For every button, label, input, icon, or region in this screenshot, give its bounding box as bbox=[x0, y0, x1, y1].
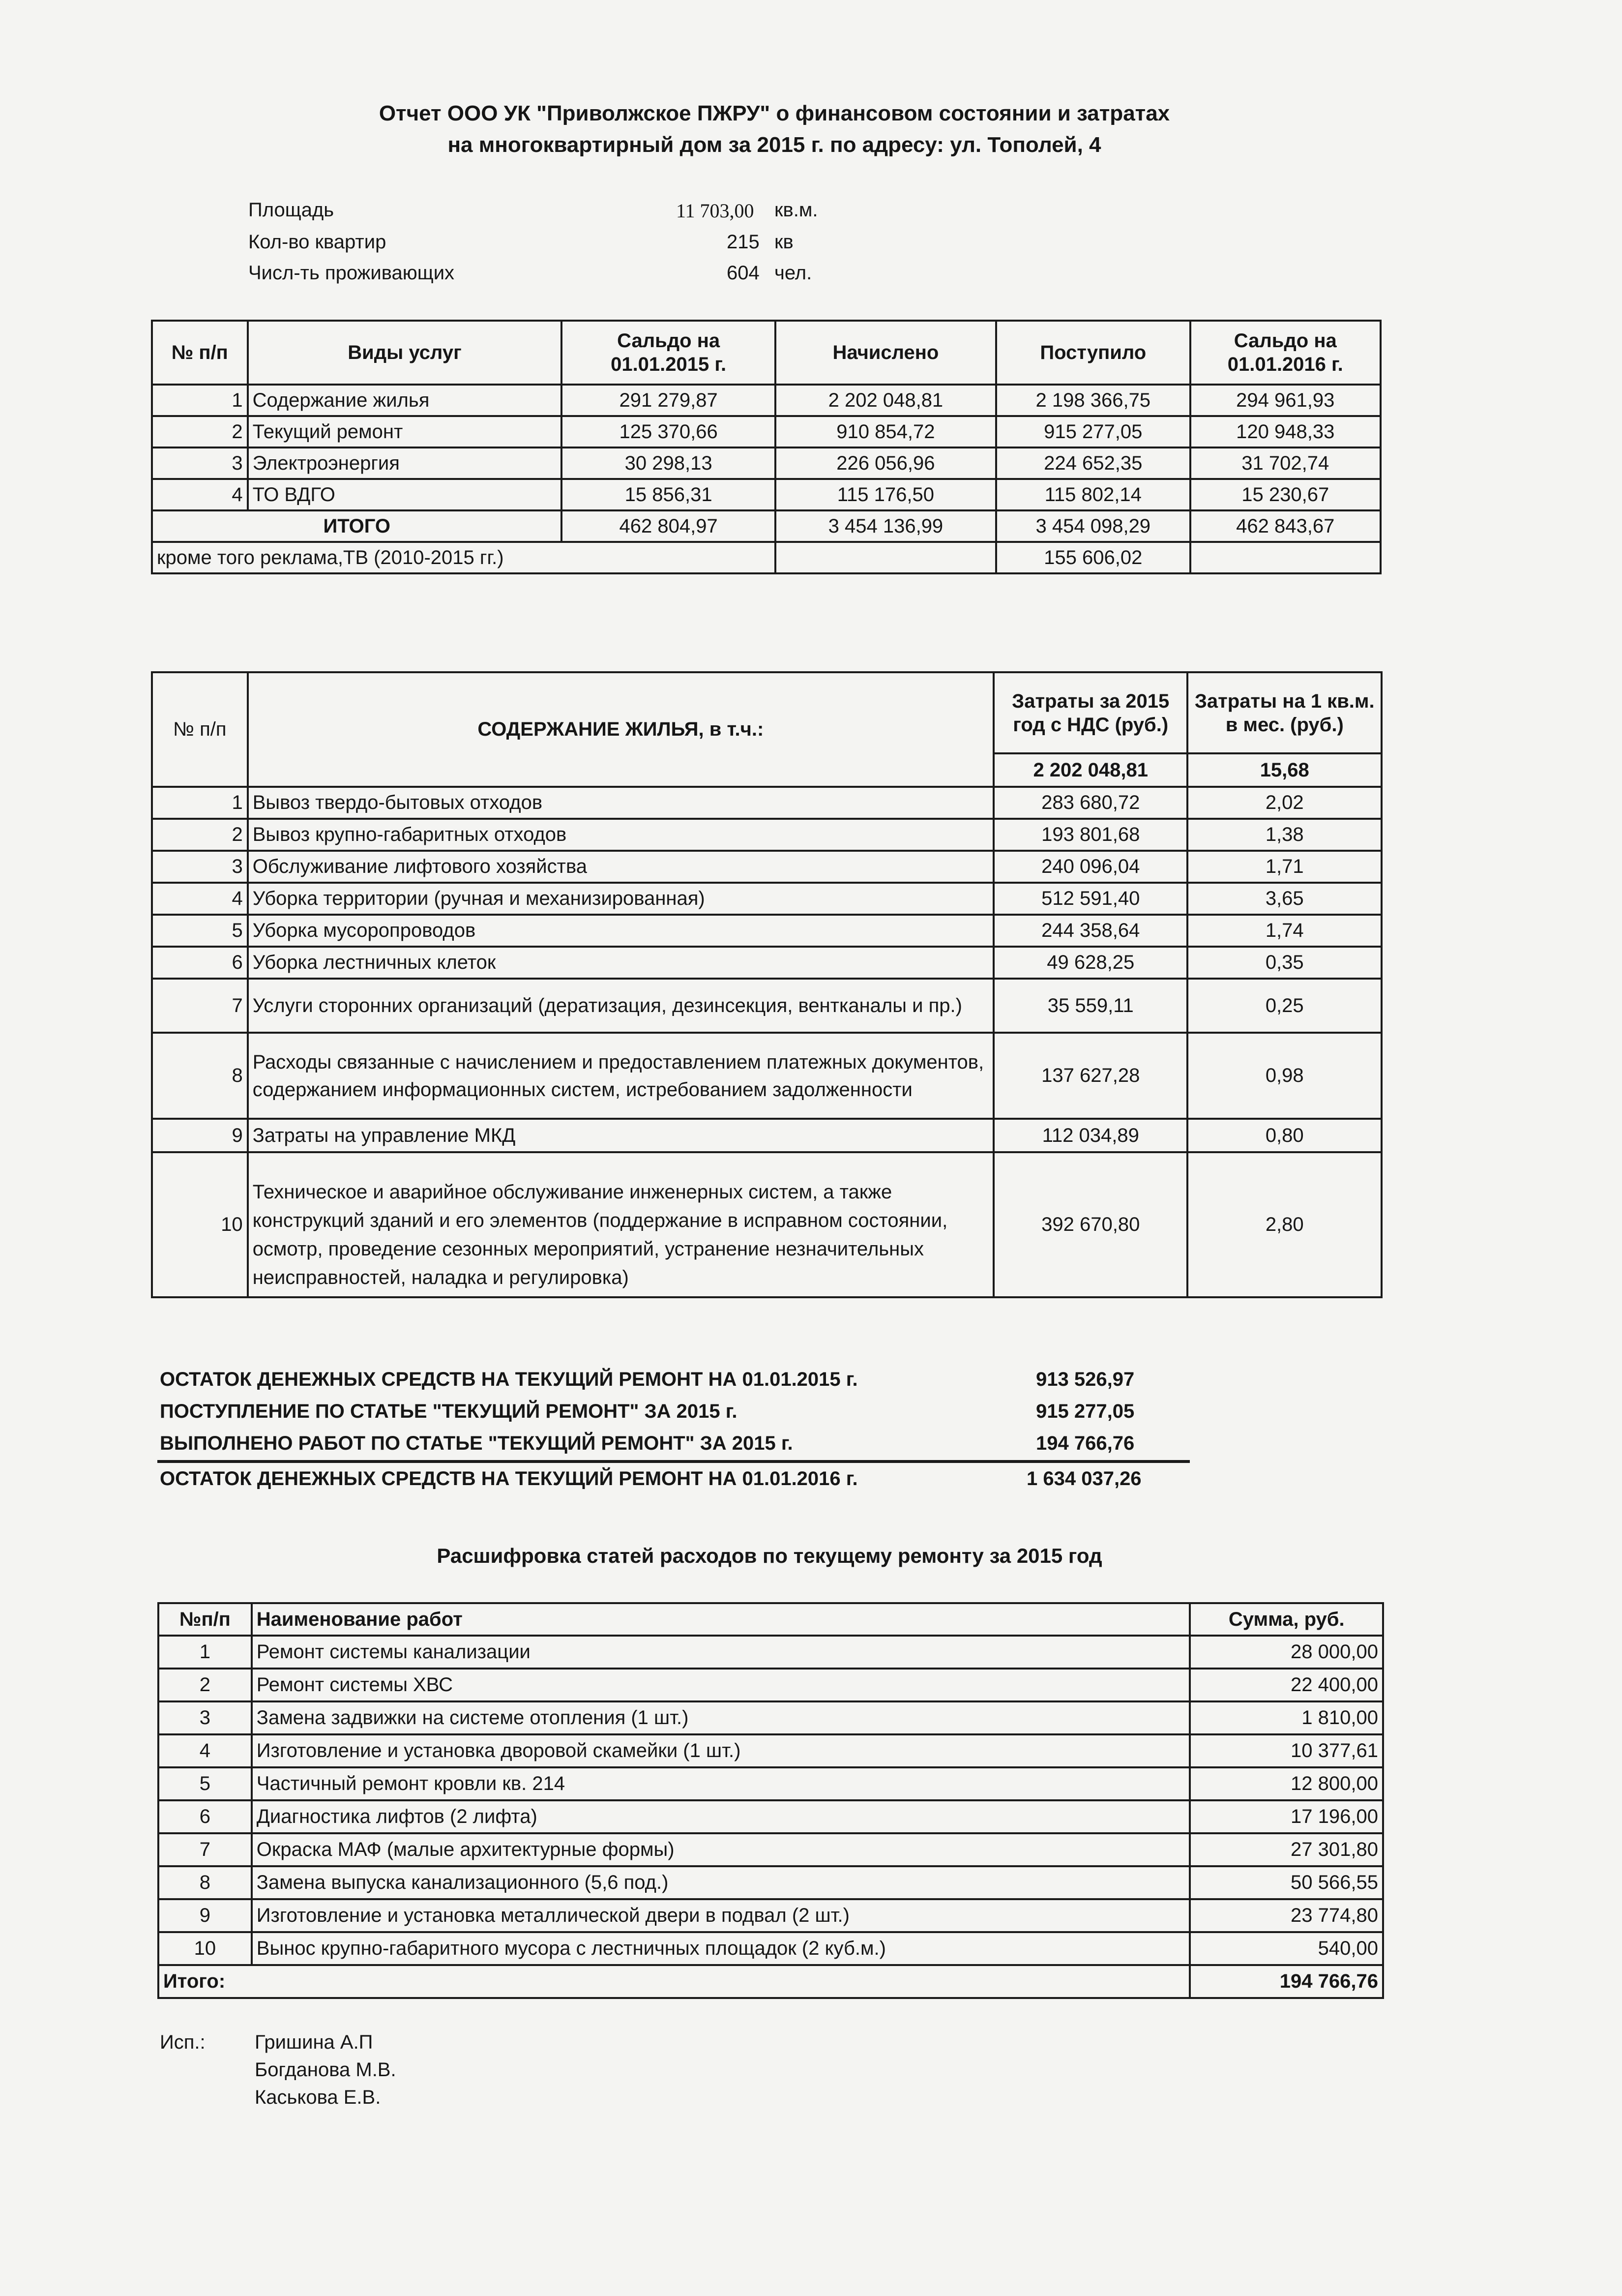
cell-number: 1 bbox=[152, 385, 248, 416]
cell-per-sqm: 1,74 bbox=[1187, 915, 1382, 947]
cell-balance-end: 15 230,67 bbox=[1190, 479, 1381, 510]
table-extra-row bbox=[152, 542, 1381, 573]
cell-number: 5 bbox=[158, 1767, 252, 1800]
cell-item: Услуги сторонних организаций (дератизация, дезинсекция, вентканалы и пр.) bbox=[248, 979, 994, 1033]
summary-value: 915 277,05 bbox=[1036, 1401, 1135, 1422]
table-row bbox=[158, 1932, 1383, 1965]
report-title-line2: на многоквартирный дом за 2015 г. по адресу: ул. Тополей, 4 bbox=[447, 133, 1101, 157]
table-row bbox=[158, 1636, 1383, 1669]
column-header: № п/п bbox=[152, 321, 248, 385]
cell-number: 2 bbox=[152, 819, 248, 851]
column-header: Затраты на 1 кв.м. в мес. (руб.) bbox=[1187, 672, 1382, 753]
table-row bbox=[152, 447, 1381, 479]
cell-number: 2 bbox=[152, 416, 248, 447]
cell-amount: 28 000,00 bbox=[1190, 1636, 1383, 1669]
cell-per-sqm: 0,80 bbox=[1187, 1119, 1382, 1152]
cell-item: Обслуживание лифтового хозяйства bbox=[248, 851, 994, 883]
cell-charged: 226 056,96 bbox=[775, 447, 996, 479]
cell-charged: 910 854,72 bbox=[775, 416, 996, 447]
cell-number: 4 bbox=[158, 1734, 252, 1767]
cell-service: Содержание жилья bbox=[248, 385, 562, 416]
info-residents-label: Числ-ть проживающих bbox=[248, 262, 455, 284]
summary-value: 194 766,76 bbox=[1036, 1432, 1135, 1454]
column-header: №п/п bbox=[158, 1603, 252, 1636]
column-header: Сумма, руб. bbox=[1190, 1603, 1383, 1636]
cell-amount: 10 377,61 bbox=[1190, 1734, 1383, 1767]
column-header: Наименование работ bbox=[252, 1603, 1190, 1636]
cell-balance-end: 120 948,33 bbox=[1190, 416, 1381, 447]
cell-charged: 2 202 048,81 bbox=[775, 385, 996, 416]
cell-total-received: 3 454 098,29 bbox=[996, 510, 1190, 542]
cell-total-per-sqm: 15,68 bbox=[1187, 753, 1382, 787]
table-header-row bbox=[158, 1603, 1383, 1636]
info-area-unit: кв.м. bbox=[774, 199, 818, 221]
table-row bbox=[152, 1152, 1382, 1297]
executors-label: Исп.: bbox=[160, 2031, 206, 2053]
column-header: Поступило bbox=[996, 321, 1190, 385]
table-row bbox=[158, 1800, 1383, 1833]
cell-balance-start: 15 856,31 bbox=[561, 479, 775, 510]
cell-number: 1 bbox=[152, 787, 248, 819]
info-apartments-unit: кв bbox=[774, 231, 794, 253]
cell-cost: 193 801,68 bbox=[994, 819, 1188, 851]
cell-service: Электроэнергия bbox=[248, 447, 562, 479]
cell-per-sqm: 0,98 bbox=[1187, 1033, 1382, 1119]
table-row bbox=[152, 819, 1382, 851]
cell-work: Замена задвижки на системе отопления (1 шт.) bbox=[252, 1701, 1190, 1734]
cell-received: 115 802,14 bbox=[996, 479, 1190, 510]
cell-total-label: Итого: bbox=[158, 1965, 1190, 1998]
cell-total-balance-start: 462 804,97 bbox=[561, 510, 775, 542]
cell-received: 224 652,35 bbox=[996, 447, 1190, 479]
cell-work: Замена выпуска канализационного (5,6 под.) bbox=[252, 1866, 1190, 1899]
info-area-value: 11 703,00 bbox=[676, 200, 754, 222]
column-header: Виды услуг bbox=[248, 321, 562, 385]
report-title-line1: Отчет ООО УК "Приволжское ПЖРУ" о финансовом состоянии и затратах bbox=[379, 101, 1170, 125]
info-apartments-value: 215 bbox=[727, 231, 760, 253]
cell-number: 9 bbox=[152, 1119, 248, 1152]
cell-work: Диагностика лифтов (2 лифта) bbox=[252, 1800, 1190, 1833]
cell-amount: 27 301,80 bbox=[1190, 1833, 1383, 1866]
table-header-row bbox=[152, 321, 1381, 385]
cell-number: 1 bbox=[158, 1636, 252, 1669]
cell-cost: 512 591,40 bbox=[994, 883, 1188, 915]
cell-total-amount: 194 766,76 bbox=[1190, 1965, 1383, 1998]
executor-name: Гришина А.П bbox=[255, 2031, 373, 2053]
table-row bbox=[152, 479, 1381, 510]
cell-number: 3 bbox=[158, 1701, 252, 1734]
table-row bbox=[152, 385, 1381, 416]
cell-item: Вывоз крупно-габаритных отходов bbox=[248, 819, 994, 851]
table-total-row bbox=[152, 510, 1381, 542]
table-header-row bbox=[152, 672, 1382, 753]
cell-number: 8 bbox=[152, 1033, 248, 1119]
info-apartments-label: Кол-во квартир bbox=[248, 231, 386, 253]
table-row bbox=[152, 915, 1382, 947]
cell-service: ТО ВДГО bbox=[248, 479, 562, 510]
cell-cost: 112 034,89 bbox=[994, 1119, 1188, 1152]
cell-extra-value: 155 606,02 bbox=[996, 542, 1190, 573]
cell-per-sqm: 1,38 bbox=[1187, 819, 1382, 851]
services-balance-table bbox=[151, 320, 1382, 574]
cell-empty bbox=[1190, 542, 1381, 573]
summary-divider bbox=[157, 1460, 1190, 1463]
table-total-row bbox=[158, 1965, 1383, 1998]
cell-charged: 115 176,50 bbox=[775, 479, 996, 510]
table-row bbox=[158, 1899, 1383, 1932]
info-area-label: Площадь bbox=[248, 199, 334, 221]
cell-work: Вынос крупно-габаритного мусора с лестничных площадок (2 куб.м.) bbox=[252, 1932, 1190, 1965]
table-row bbox=[158, 1669, 1383, 1701]
cell-total-costs: 2 202 048,81 bbox=[994, 753, 1188, 787]
cell-total-label: ИТОГО bbox=[152, 510, 561, 542]
cell-number: 3 bbox=[152, 447, 248, 479]
cell-item: Уборка территории (ручная и механизированная) bbox=[248, 883, 994, 915]
cell-balance-start: 30 298,13 bbox=[561, 447, 775, 479]
cell-work: Ремонт системы канализации bbox=[252, 1636, 1190, 1669]
cell-empty bbox=[775, 542, 996, 573]
cell-amount: 540,00 bbox=[1190, 1932, 1383, 1965]
cell-work: Окраска МАФ (малые архитектурные формы) bbox=[252, 1833, 1190, 1866]
table-row bbox=[158, 1701, 1383, 1734]
cell-item: Расходы связанные с начислением и предоставлением платежных документов, содержанием информационных систем, истребованием задолженности bbox=[248, 1033, 994, 1119]
executor-name: Богданова М.В. bbox=[255, 2059, 396, 2081]
cell-cost: 49 628,25 bbox=[994, 947, 1188, 979]
cell-cost: 35 559,11 bbox=[994, 979, 1188, 1033]
table-row bbox=[152, 787, 1382, 819]
summary-value: 913 526,97 bbox=[1036, 1369, 1135, 1390]
cell-work: Изготовление и установка дворовой скамейки (1 шт.) bbox=[252, 1734, 1190, 1767]
cell-item: Вывоз твердо-бытовых отходов bbox=[248, 787, 994, 819]
cell-number: 6 bbox=[158, 1800, 252, 1833]
cell-number: 4 bbox=[152, 883, 248, 915]
cell-balance-start: 125 370,66 bbox=[561, 416, 775, 447]
cell-amount: 50 566,55 bbox=[1190, 1866, 1383, 1899]
cell-per-sqm: 2,02 bbox=[1187, 787, 1382, 819]
cell-amount: 22 400,00 bbox=[1190, 1669, 1383, 1701]
cell-total-charged: 3 454 136,99 bbox=[775, 510, 996, 542]
cell-amount: 1 810,00 bbox=[1190, 1701, 1383, 1734]
summary-label: ВЫПОЛНЕНО РАБОТ ПО СТАТЬЕ "ТЕКУЩИЙ РЕМОНТ" ЗА 2015 г. bbox=[160, 1432, 793, 1454]
table-row bbox=[152, 947, 1382, 979]
column-header: Начислено bbox=[775, 321, 996, 385]
cell-per-sqm: 2,80 bbox=[1187, 1152, 1382, 1297]
column-header: СОДЕРЖАНИЕ ЖИЛЬЯ, в т.ч.: bbox=[248, 672, 994, 787]
cell-number: 10 bbox=[158, 1932, 252, 1965]
table-row bbox=[158, 1767, 1383, 1800]
cell-number: 3 bbox=[152, 851, 248, 883]
cell-number: 10 bbox=[152, 1152, 248, 1297]
maintenance-costs-table bbox=[151, 671, 1383, 1298]
table-row bbox=[158, 1833, 1383, 1866]
cell-work: Изготовление и установка металлической двери в подвал (2 шт.) bbox=[252, 1899, 1190, 1932]
cell-received: 2 198 366,75 bbox=[996, 385, 1190, 416]
info-residents-value: 604 bbox=[727, 262, 760, 284]
cell-number: 9 bbox=[158, 1899, 252, 1932]
cell-item: Затраты на управление МКД bbox=[248, 1119, 994, 1152]
cell-cost: 240 096,04 bbox=[994, 851, 1188, 883]
cell-number: 7 bbox=[152, 979, 248, 1033]
cell-amount: 17 196,00 bbox=[1190, 1800, 1383, 1833]
cell-per-sqm: 0,25 bbox=[1187, 979, 1382, 1033]
cell-cost: 137 627,28 bbox=[994, 1033, 1188, 1119]
cell-cost: 244 358,64 bbox=[994, 915, 1188, 947]
cell-total-balance-end: 462 843,67 bbox=[1190, 510, 1381, 542]
table-row bbox=[152, 1119, 1382, 1152]
cell-per-sqm: 3,65 bbox=[1187, 883, 1382, 915]
cell-balance-end: 31 702,74 bbox=[1190, 447, 1381, 479]
cell-balance-start: 291 279,87 bbox=[561, 385, 775, 416]
cell-item: Уборка мусоропроводов bbox=[248, 915, 994, 947]
cell-cost: 392 670,80 bbox=[994, 1152, 1188, 1297]
cell-cost: 283 680,72 bbox=[994, 787, 1188, 819]
cell-number: 5 bbox=[152, 915, 248, 947]
cell-number: 8 bbox=[158, 1866, 252, 1899]
summary-label: ОСТАТОК ДЕНЕЖНЫХ СРЕДСТВ НА ТЕКУЩИЙ РЕМОНТ НА 01.01.2016 г. bbox=[160, 1468, 858, 1490]
cell-work: Частичный ремонт кровли кв. 214 bbox=[252, 1767, 1190, 1800]
cell-service: Текущий ремонт bbox=[248, 416, 562, 447]
table-row bbox=[152, 1033, 1382, 1119]
table-row bbox=[152, 883, 1382, 915]
summary-value: 1 634 037,26 bbox=[1027, 1468, 1142, 1490]
cell-per-sqm: 1,71 bbox=[1187, 851, 1382, 883]
executor-name: Каськова Е.В. bbox=[255, 2087, 381, 2108]
cell-received: 915 277,05 bbox=[996, 416, 1190, 447]
cell-amount: 23 774,80 bbox=[1190, 1899, 1383, 1932]
cell-number: 4 bbox=[152, 479, 248, 510]
repairs-section-title: Расшифровка статей расходов по текущему ремонту за 2015 год bbox=[437, 1544, 1102, 1567]
cell-number: 2 bbox=[158, 1669, 252, 1701]
cell-work: Ремонт системы ХВС bbox=[252, 1669, 1190, 1701]
info-residents-unit: чел. bbox=[774, 262, 812, 284]
cell-extra-label: кроме того реклама,ТВ (2010-2015 гг.) bbox=[152, 542, 775, 573]
column-header: № п/п bbox=[152, 672, 248, 787]
column-header: Затраты за 2015 год с НДС (руб.) bbox=[994, 672, 1188, 753]
table-row bbox=[158, 1866, 1383, 1899]
repairs-table bbox=[157, 1602, 1384, 1999]
table-row bbox=[152, 851, 1382, 883]
cell-balance-end: 294 961,93 bbox=[1190, 385, 1381, 416]
column-header: Сальдо на 01.01.2015 г. bbox=[561, 321, 775, 385]
summary-label: ПОСТУПЛЕНИЕ ПО СТАТЬЕ "ТЕКУЩИЙ РЕМОНТ" ЗА 2015 г. bbox=[160, 1401, 737, 1422]
cell-item: Техническое и аварийное обслуживание инженерных систем, а также конструкций зданий и его элементов (поддержание в исправном состоянии, осмотр, проведение сезонных мероприятий, устранение незначительных неисправностей, наладка и регулировка) bbox=[248, 1152, 994, 1297]
cell-number: 7 bbox=[158, 1833, 252, 1866]
cell-item: Уборка лестничных клеток bbox=[248, 947, 994, 979]
summary-label: ОСТАТОК ДЕНЕЖНЫХ СРЕДСТВ НА ТЕКУЩИЙ РЕМОНТ НА 01.01.2015 г. bbox=[160, 1369, 858, 1390]
table-row bbox=[158, 1734, 1383, 1767]
table-row bbox=[152, 416, 1381, 447]
table-row bbox=[152, 979, 1382, 1033]
cell-amount: 12 800,00 bbox=[1190, 1767, 1383, 1800]
cell-number: 6 bbox=[152, 947, 248, 979]
column-header: Сальдо на 01.01.2016 г. bbox=[1190, 321, 1381, 385]
cell-per-sqm: 0,35 bbox=[1187, 947, 1382, 979]
